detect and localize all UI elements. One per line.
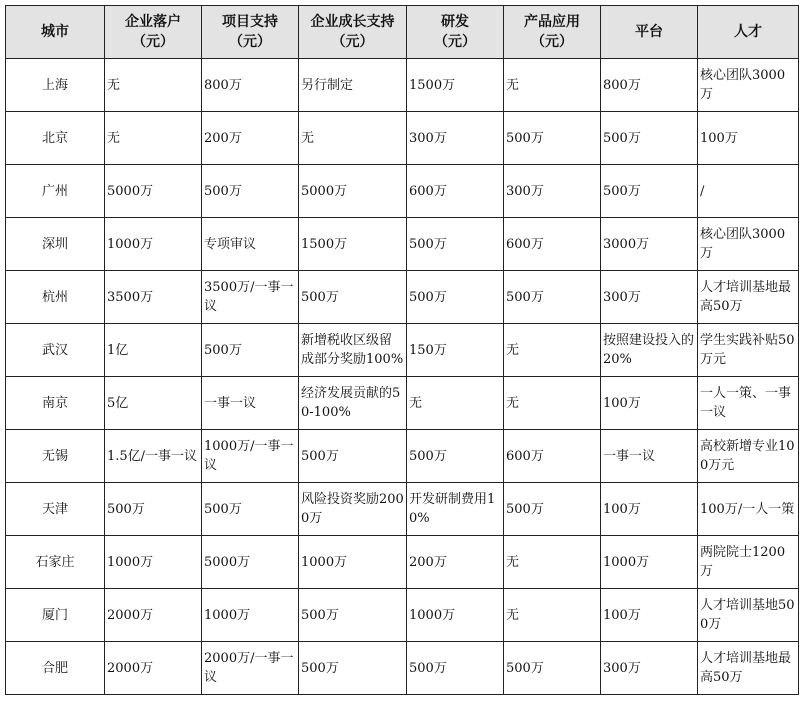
city-name-cell: 石家庄	[6, 536, 105, 589]
table-row	[6, 324, 799, 377]
city-name-cell: 广州	[6, 165, 105, 218]
table-cell-talent: 100万/一人一策	[698, 483, 799, 536]
column-header-label: 研发	[441, 14, 469, 30]
table-cell-growth-support: 经济发展贡献的50-100%	[299, 377, 407, 430]
table-cell-talent: /	[698, 165, 799, 218]
table-cell-project-support: 500万	[202, 483, 299, 536]
table-cell-rnd: 无	[407, 377, 504, 430]
table-cell-talent: 人才培训基地500万	[698, 589, 799, 642]
column-header-city	[6, 6, 105, 59]
table-cell-enterprise-settlement: 5000万	[105, 165, 202, 218]
column-header-growth-support	[299, 6, 407, 59]
table-cell-platform: 1000万	[601, 536, 698, 589]
table-cell-platform: 500万	[601, 112, 698, 165]
table-cell-growth-support: 新增税收区级留成部分奖励100%	[299, 324, 407, 377]
column-header-unit: （元）	[434, 34, 476, 50]
table-cell-talent: 高校新增专业100万元	[698, 430, 799, 483]
policy-comparison-table	[5, 5, 799, 695]
table-cell-growth-support: 1000万	[299, 536, 407, 589]
city-name-cell: 南京	[6, 377, 105, 430]
table-cell-enterprise-settlement: 2000万	[105, 589, 202, 642]
column-header-unit: （元）	[229, 34, 271, 50]
table-cell-rnd: 开发研制费用10%	[407, 483, 504, 536]
table-row	[6, 430, 799, 483]
city-name-cell: 深圳	[6, 218, 105, 271]
table-cell-platform: 100万	[601, 589, 698, 642]
table-cell-growth-support: 无	[299, 112, 407, 165]
table-cell-rnd: 500万	[407, 218, 504, 271]
table-cell-enterprise-settlement: 500万	[105, 483, 202, 536]
table-cell-enterprise-settlement: 1.5亿/一事一议	[105, 430, 202, 483]
table-cell-platform: 800万	[601, 59, 698, 112]
column-header-label: 人才	[734, 24, 762, 40]
table-cell-project-support: 800万	[202, 59, 299, 112]
table-cell-talent: 100万	[698, 112, 799, 165]
table-header-row	[6, 6, 799, 59]
column-header-label: 产品应用	[524, 14, 580, 30]
table-row	[6, 536, 799, 589]
table-cell-talent: 两院院士1200万	[698, 536, 799, 589]
column-header-unit: （元）	[132, 34, 174, 50]
city-name-cell: 天津	[6, 483, 105, 536]
table-cell-growth-support: 5000万	[299, 165, 407, 218]
column-header-label: 企业落户	[125, 14, 181, 30]
table-cell-product-application: 600万	[504, 218, 601, 271]
column-header-label: 企业成长支持	[310, 14, 395, 30]
city-name-cell: 厦门	[6, 589, 105, 642]
column-header-enterprise-settlement	[105, 6, 202, 59]
column-header-platform	[601, 6, 698, 59]
table-row	[6, 642, 799, 695]
table-cell-platform: 300万	[601, 271, 698, 324]
table-cell-enterprise-settlement: 无	[105, 59, 202, 112]
table-row	[6, 165, 799, 218]
table-cell-talent: 人才培训基地最高50万	[698, 271, 799, 324]
table-cell-talent: 人才培训基地最高50万	[698, 642, 799, 695]
column-header-project-support	[202, 6, 299, 59]
table-cell-enterprise-settlement: 5亿	[105, 377, 202, 430]
table-cell-talent: 学生实践补贴50万元	[698, 324, 799, 377]
table-row	[6, 59, 799, 112]
table-cell-platform: 500万	[601, 165, 698, 218]
table-cell-talent: 一人一策、一事一议	[698, 377, 799, 430]
table-row	[6, 112, 799, 165]
table-cell-product-application: 600万	[504, 430, 601, 483]
table-cell-enterprise-settlement: 2000万	[105, 642, 202, 695]
table-cell-talent: 核心团队3000万	[698, 59, 799, 112]
table-cell-project-support: 专项审议	[202, 218, 299, 271]
table-cell-rnd: 1000万	[407, 589, 504, 642]
table-cell-product-application: 500万	[504, 271, 601, 324]
table-cell-rnd: 300万	[407, 112, 504, 165]
table-cell-project-support: 1000万	[202, 589, 299, 642]
table-cell-growth-support: 另行制定	[299, 59, 407, 112]
table-cell-platform: 300万	[601, 642, 698, 695]
column-header-product-application	[504, 6, 601, 59]
table-cell-product-application: 无	[504, 589, 601, 642]
table-cell-growth-support: 500万	[299, 430, 407, 483]
table-cell-project-support: 一事一议	[202, 377, 299, 430]
table-cell-growth-support: 500万	[299, 589, 407, 642]
table-cell-project-support: 2000万/一事一议	[202, 642, 299, 695]
table-cell-growth-support: 风险投资奖励2000万	[299, 483, 407, 536]
column-header-label: 城市	[41, 24, 69, 40]
column-header-label: 项目支持	[222, 14, 278, 30]
table-cell-product-application: 无	[504, 536, 601, 589]
table-cell-platform: 按照建设投入的20%	[601, 324, 698, 377]
table-cell-rnd: 600万	[407, 165, 504, 218]
column-header-talent	[698, 6, 799, 59]
table-cell-platform: 3000万	[601, 218, 698, 271]
table-cell-product-application: 无	[504, 59, 601, 112]
table-cell-project-support: 200万	[202, 112, 299, 165]
table-cell-enterprise-settlement: 1000万	[105, 536, 202, 589]
column-header-unit: （元）	[331, 34, 374, 50]
city-name-cell: 合肥	[6, 642, 105, 695]
city-name-cell: 杭州	[6, 271, 105, 324]
table-body	[6, 59, 799, 695]
city-name-cell: 北京	[6, 112, 105, 165]
table-cell-rnd: 500万	[407, 271, 504, 324]
table-cell-talent: 核心团队3000万	[698, 218, 799, 271]
table-cell-product-application: 500万	[504, 112, 601, 165]
column-header-rnd	[407, 6, 504, 59]
table-cell-project-support: 1000万/一事一议	[202, 430, 299, 483]
table-cell-platform: 100万	[601, 377, 698, 430]
table-cell-growth-support: 1500万	[299, 218, 407, 271]
table-cell-product-application: 500万	[504, 642, 601, 695]
table-cell-enterprise-settlement: 3500万	[105, 271, 202, 324]
table-cell-enterprise-settlement: 1000万	[105, 218, 202, 271]
table-cell-product-application: 无	[504, 377, 601, 430]
table-cell-rnd: 500万	[407, 430, 504, 483]
table-cell-project-support: 500万	[202, 324, 299, 377]
table-row	[6, 271, 799, 324]
table-cell-rnd: 200万	[407, 536, 504, 589]
city-name-cell: 上海	[6, 59, 105, 112]
table-cell-product-application: 300万	[504, 165, 601, 218]
table-cell-enterprise-settlement: 1亿	[105, 324, 202, 377]
table-row	[6, 589, 799, 642]
table-row	[6, 483, 799, 536]
table-cell-project-support: 5000万	[202, 536, 299, 589]
table-cell-rnd: 1500万	[407, 59, 504, 112]
city-name-cell: 无锡	[6, 430, 105, 483]
table-cell-enterprise-settlement: 无	[105, 112, 202, 165]
table-cell-rnd: 500万	[407, 642, 504, 695]
city-name-cell: 武汉	[6, 324, 105, 377]
table-cell-project-support: 500万	[202, 165, 299, 218]
column-header-unit: （元）	[531, 34, 573, 50]
table-cell-project-support: 3500万/一事一议	[202, 271, 299, 324]
table-cell-product-application: 500万	[504, 483, 601, 536]
table-cell-platform: 100万	[601, 483, 698, 536]
table-cell-product-application: 无	[504, 324, 601, 377]
table-row	[6, 218, 799, 271]
table-cell-growth-support: 500万	[299, 271, 407, 324]
table-cell-platform: 一事一议	[601, 430, 698, 483]
table-row	[6, 377, 799, 430]
column-header-label: 平台	[635, 24, 663, 40]
table-cell-growth-support: 500万	[299, 642, 407, 695]
table-cell-rnd: 150万	[407, 324, 504, 377]
